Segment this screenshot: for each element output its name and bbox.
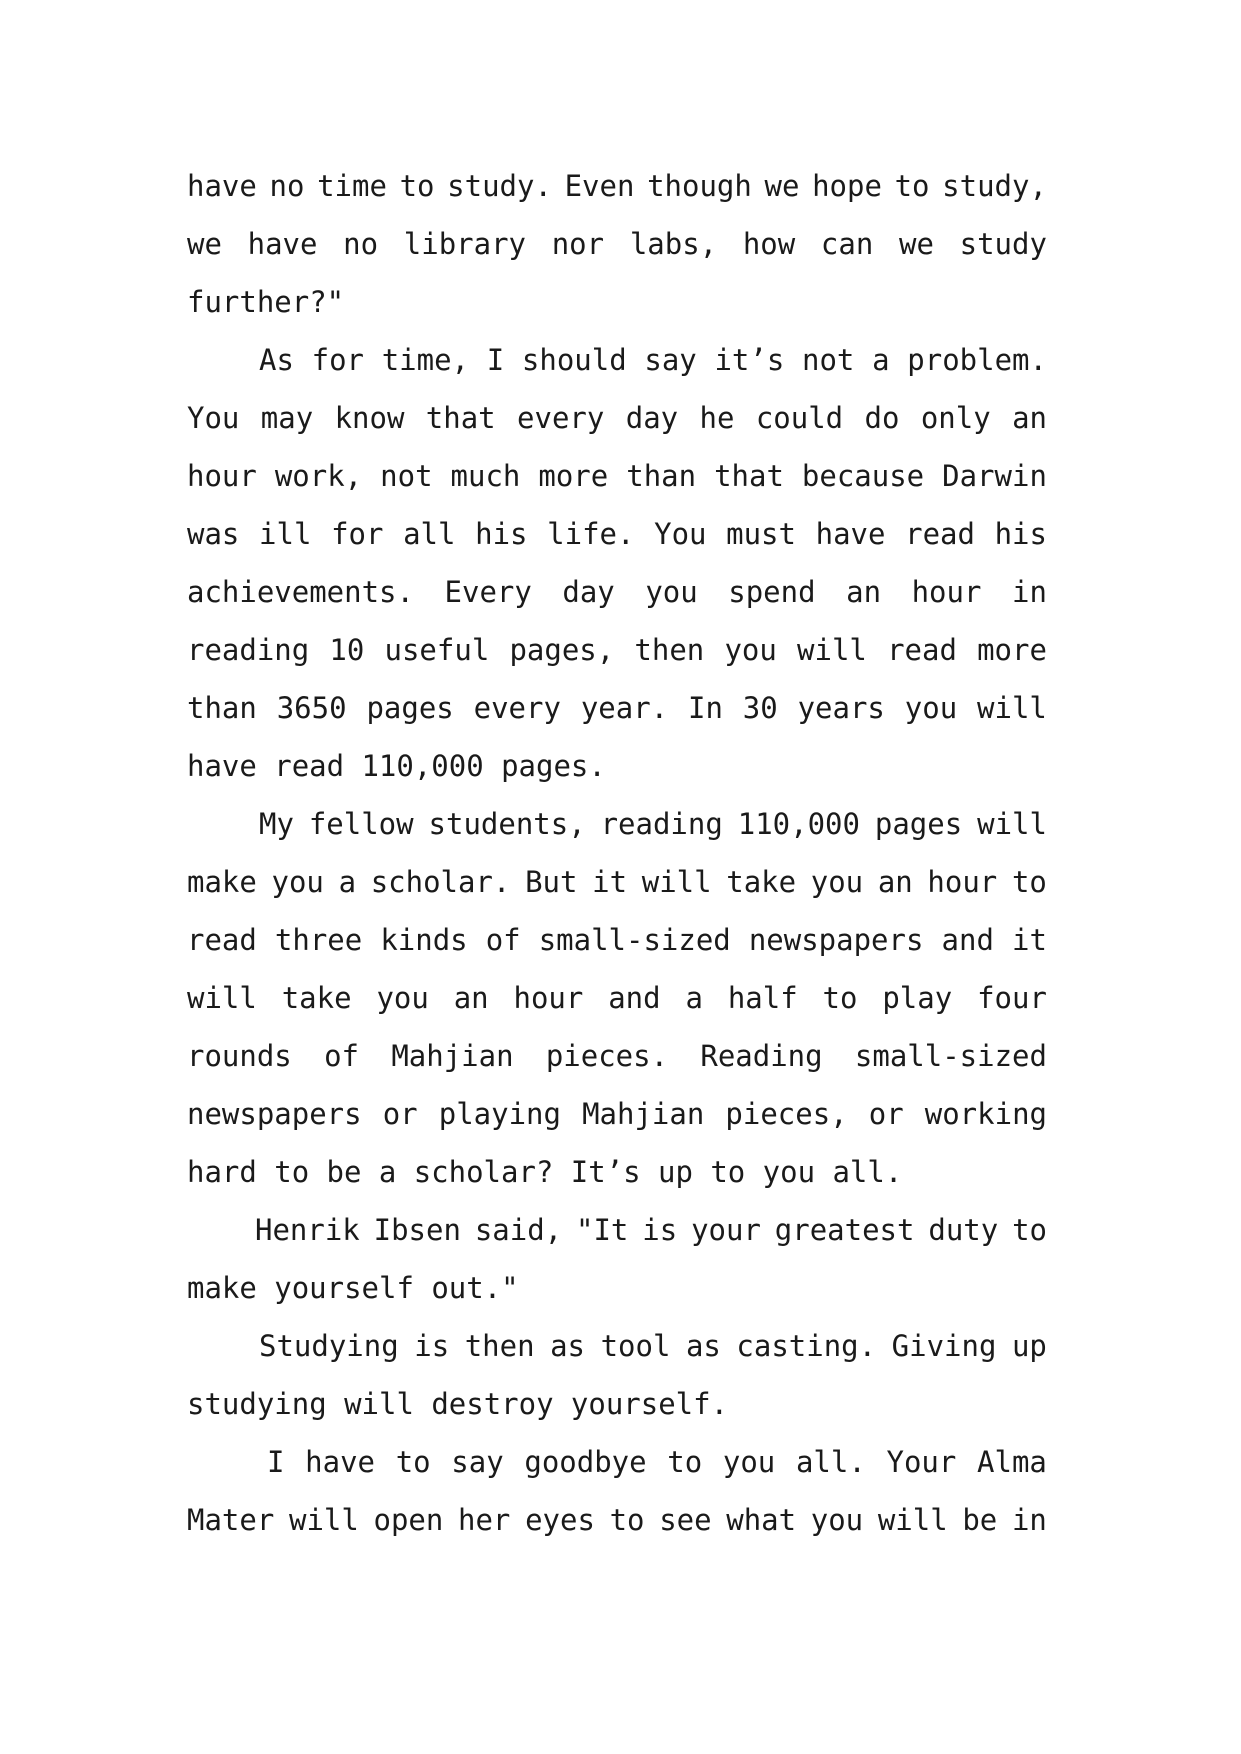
paragraph-first-line: Henrik Ibsen said, "It is your greatest duty to: [255, 1213, 1047, 1247]
paragraph-first-line: As for time, I should say it’s not a problem.: [259, 343, 1047, 377]
paragraph-first-line: Studying is then as tool as casting. Giving up: [259, 1329, 1047, 1363]
text-line: hard to be a scholar? It’s up to you all.: [187, 1155, 903, 1189]
paragraph-first-line: I have to say goodbye to you all. Your Alma: [267, 1445, 1047, 1479]
text-line: read three kinds of small-sized newspapers and it: [187, 923, 1047, 957]
text-line: studying will destroy yourself.: [187, 1387, 729, 1421]
text-line: we have no library nor labs, how can we study: [187, 227, 1047, 261]
text-line: reading 10 useful pages, then you will read more: [187, 633, 1047, 667]
text-line: hour work, not much more than that because Darwin: [187, 459, 1047, 493]
text-line: than 3650 pages every year. In 30 years you will: [187, 691, 1047, 725]
text-line: rounds of Mahjian pieces. Reading small-sized: [187, 1039, 1047, 1073]
text-line: make yourself out.": [187, 1271, 519, 1305]
text-line: was ill for all his life. You must have read his: [187, 517, 1047, 551]
text-line: Mater will open her eyes to see what you will be in: [187, 1503, 1047, 1537]
text-line: further?": [187, 285, 345, 319]
paragraph-first-line: My fellow students, reading 110,000 pages will: [259, 807, 1047, 841]
body-text: [187, 157, 1047, 1549]
text-line: have read 110,000 pages.: [187, 749, 606, 783]
text-line: will take you an hour and a half to play four: [187, 981, 1047, 1015]
text-line: achievements. Every day you spend an hour in: [187, 575, 1047, 609]
text-line: make you a scholar. But it will take you an hour to: [187, 865, 1047, 899]
text-line: newspapers or playing Mahjian pieces, or working: [187, 1097, 1047, 1131]
text-line: You may know that every day he could do only an: [187, 401, 1047, 435]
text-line: have no time to study. Even though we hope to study,: [187, 169, 1047, 203]
